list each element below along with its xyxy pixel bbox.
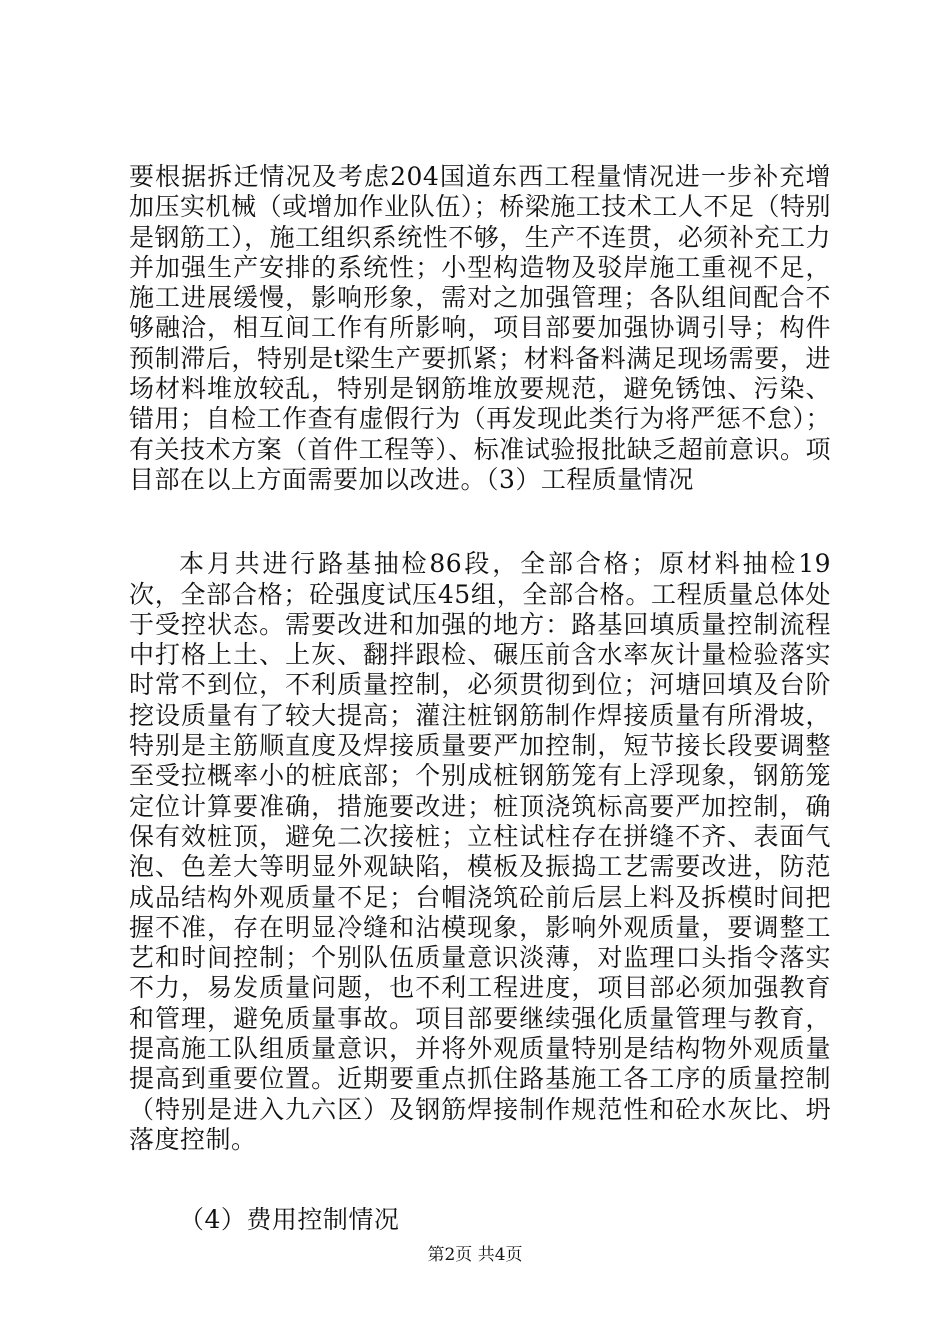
page-number-footer: 第2页 共4页 [427, 1245, 523, 1265]
paragraph-schedule-issues: 要根据拆迁情况及考虑204国道东西工程量情况进一步补充增加压实机械（或增加作业队伍）；桥梁施工技术工人不足（特别是钢筋工），施工组织系统性不够，生产不连贯，必须补充工力并加强生产安排的系统性；小型构造物及驳岸施工重视不足，施工进展缓慢，影响形象，需对之加强管理；各队组间配合不够融洽，相互间工作有所影响，项目部要加强协调引导；构件预制滞后，特别是t梁生产要抓紧；材料备料满足现场需要，进场材料堆放较乱，特别是钢筋堆放要规范，避免锈蚀、污染、错用；自检工作查有虚假行为（再发现此类行为将严惩不怠）；有关技术方案（首件工程等）、标准试验报批缺乏超前意识。项目部在以上方面需要加以改进。（3）工程质量情况 [129, 162, 831, 494]
document-body [129, 162, 831, 1236]
paragraph-quality-status: 本月共进行路基抽检86段，全部合格；原材料抽检19次，全部合格；砼强度试压45组，全部合格。工程质量总体处于受控状态。需要改进和加强的地方：路基回填质量控制流程中打格上土、上灰、翻拌跟检、碾压前含水率灰计量检验落实时常不到位，不利质量控制，必须贯彻到位；河塘回填及台阶挖设质量有了较大提高；灌注桩钢筋制作焊接质量有所滑坡，特别是主筋顺直度及焊接质量要严加控制，短节接长段要调整至受拉概率小的桩底部；个别成桩钢筋笼有上浮现象，钢筋笼定位计算要准确，措施要改进；桩顶浇筑标高要严加控制，确保有效桩顶，避免二次接桩；立柱试柱存在拼缝不齐、表面气泡、色差大等明显外观缺陷，模板及振捣工艺需要改进，防范成品结构外观质量不足；台帽浇筑砼前后层上料及拆模时间把握不准，存在明显冷缝和沾模现象，影响外观质量，要调整工艺和时间控制；个别队伍质量意识淡薄，对监理口头指令落实不力，易发质量问题，也不利工程进度，项目部必须加强教育和管理，避免质量事故。项目部要继续强化质量管理与教育，提高施工队组质量意识，并将外观质量特别是结构物外观质量提高到重要位置。近期要重点抓住路基施工各工序的质量控制（特别是进入九六区）及钢筋焊接制作规范性和砼水灰比、坍落度控制。 [129, 549, 831, 1154]
section-heading-cost-control: （4）费用控制情况 [179, 1205, 400, 1235]
